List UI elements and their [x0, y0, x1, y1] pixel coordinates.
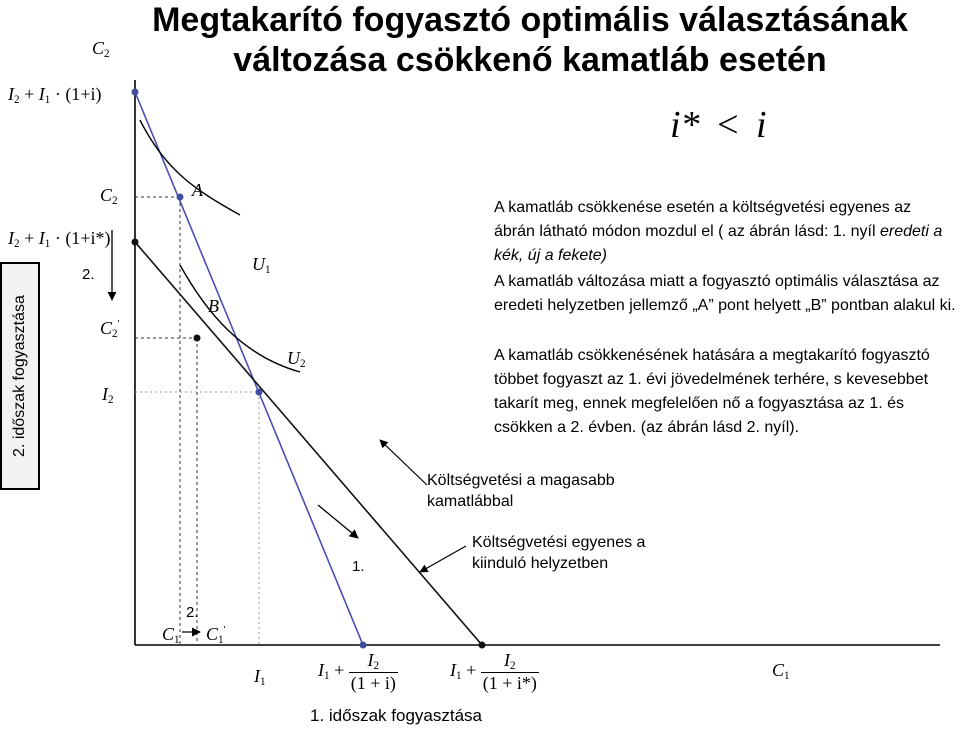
y-intercept-new-marker — [132, 239, 139, 246]
i1-tick-label: $I_1$ — [254, 666, 266, 688]
new-budget-line — [135, 242, 482, 645]
point-a-label: A — [192, 180, 203, 200]
arrow-2-horizontal-label: 2. — [186, 604, 199, 621]
original-budget-line — [135, 92, 363, 645]
x-axis-right-label: $C_1$ — [772, 660, 790, 682]
x-intercept-new-label: $I_1$ + $\frac{I_2}{(1 + i*)}$ — [450, 650, 537, 693]
y-intercept-original-marker — [132, 89, 139, 96]
y-intercept-original-label: $I_2 + I_1 \cdot (1+i)$ — [8, 84, 102, 106]
c2-tick-label: $C_2$ — [100, 185, 118, 207]
endowment-marker — [256, 389, 263, 396]
x-intercept-new-marker — [479, 642, 486, 649]
x-intercept-original-marker — [360, 642, 367, 649]
point-b-label: B — [208, 296, 219, 316]
condition-formula: i* < i — [670, 104, 767, 146]
title-line-2: változása csökkenő kamatláb esetén — [233, 41, 827, 79]
callout-new-line-pointer — [380, 440, 427, 485]
x-axis-title: 1. időszak fogyasztása — [310, 706, 482, 725]
y-axis-title-box — [0, 262, 40, 490]
callout-original-line-pointer — [420, 546, 466, 572]
explanation-paragraph-1: A kamatláb csökkenése esetén a költségvetési egyenes az ábrán látható módon mozdul el ( az ábrán lásd: 1. nyíl eredeti a kék, új a fekete) — [494, 199, 943, 264]
explanation-paragraph-2: A kamatláb változása miatt a fogyasztó optimális választása az eredeti helyzetben jellemző „A” pont helyett „B” pontban alakul ki. — [494, 273, 956, 314]
u1-label: $U_1$ — [252, 254, 271, 276]
indifference-curve-u1 — [140, 120, 240, 215]
y-intercept-new-label: $I_2 + I_1 \cdot (1+i*)$ — [8, 228, 111, 250]
arrow-1 — [318, 505, 358, 538]
arrow-1-label: 1. — [352, 558, 365, 575]
c1-tick-label: $C_1$ — [162, 624, 180, 646]
y-axis-title: 2. időszak fogyasztása — [11, 295, 28, 457]
c1-prime-tick-label: $C_1'$ — [206, 624, 226, 646]
callout-new-budget-line: Költségvetési a magasabb kamatlábbal — [427, 472, 615, 510]
c2-prime-tick-label: $C_2'$ — [100, 318, 120, 340]
u2-label: $U_2$ — [287, 348, 306, 370]
y-axis-top-label: $C_2$ — [92, 38, 110, 60]
indifference-curve-u2 — [180, 265, 300, 372]
title-line-1: Megtakarító fogyasztó optimális választásának — [152, 1, 908, 39]
explanation-paragraph-3: A kamatláb csökkenésének hatására a megtakarító fogyasztó többet fogyaszt az 1. évi jövedelmének terhére, s kevesebbet takarít meg, ennek megfelelően nő a fogyasztása az 1. és csökken a 2. évben. (az ábrán lásd 2. nyíl). — [494, 347, 930, 436]
point-a-marker — [177, 194, 184, 201]
callout-original-budget-line: Költségvetési egyenes a kiinduló helyzetben — [472, 534, 646, 572]
x-intercept-original-label: $I_1$ + $\frac{I_2}{(1 + i)}$ — [318, 650, 396, 693]
point-b-marker — [194, 335, 201, 342]
i2-tick-label: $I_2$ — [102, 384, 114, 406]
arrow-2-vertical-label: 2. — [82, 266, 95, 283]
